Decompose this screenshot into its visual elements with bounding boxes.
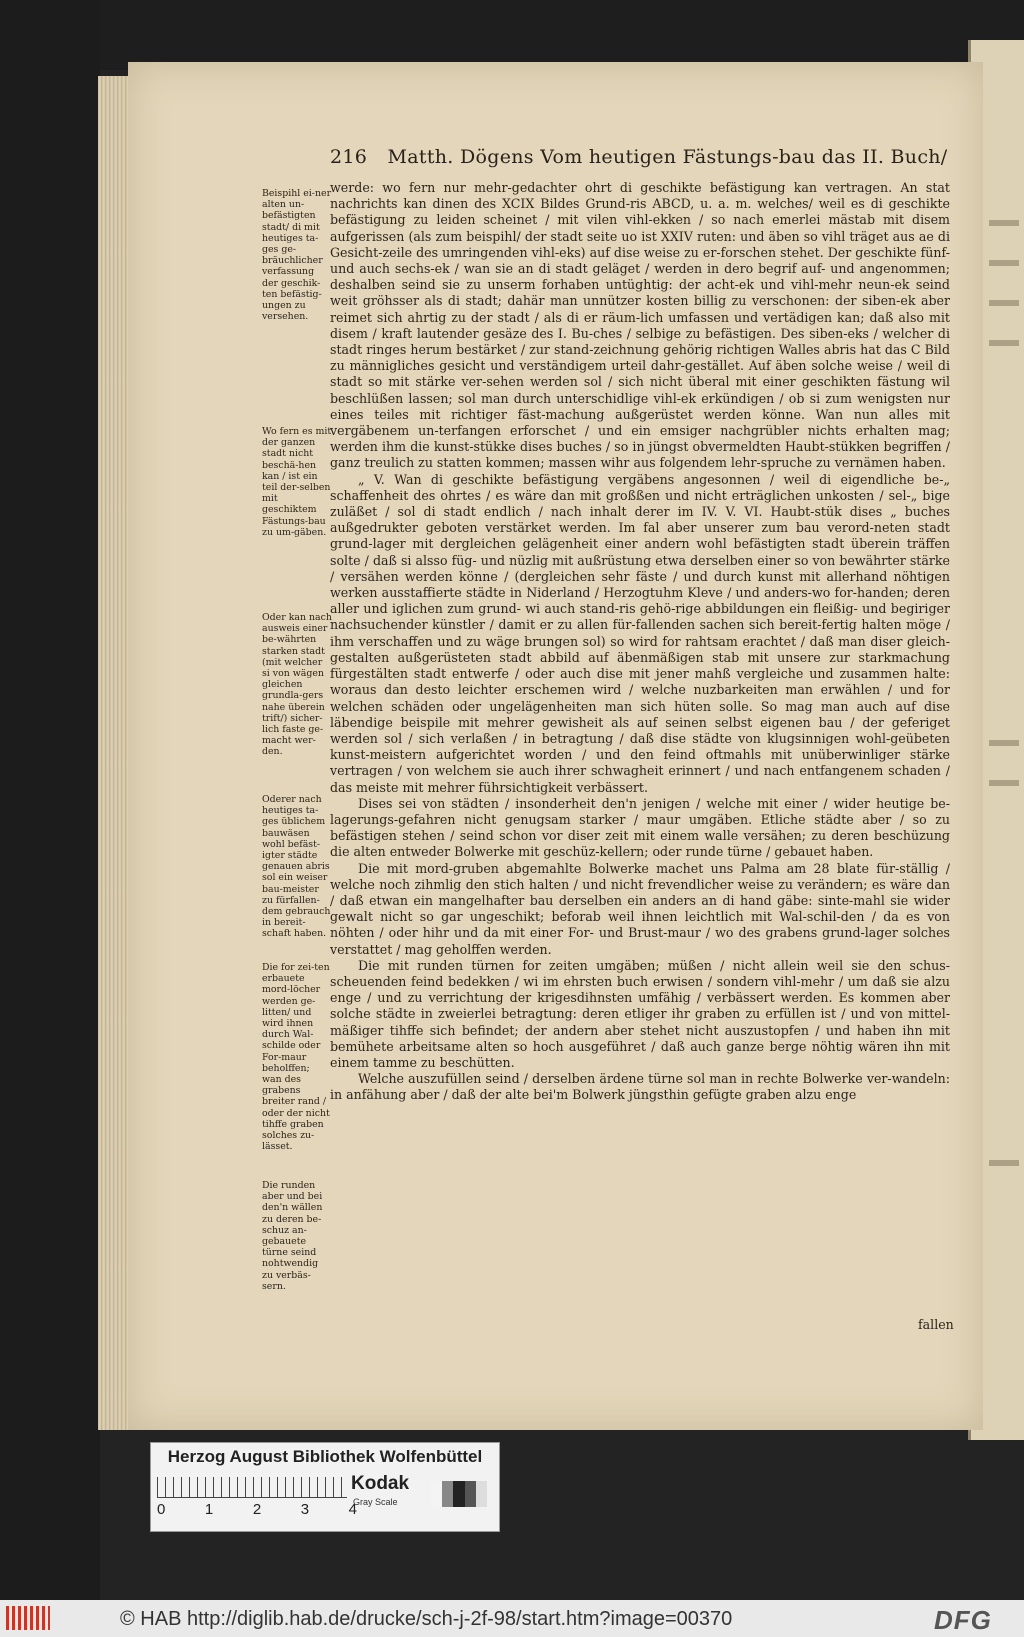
bleed-through-mark [989, 740, 1019, 746]
scale-number: 1 [204, 1501, 214, 1518]
paragraph: werde: wo fern nur mehr-gedachter ohrt di geschikte befästigung kan vertragen. An stat nachrichts kan dinen des XCIX Bildes Grund-ris ABCD, u. a. m. welches/ weil es di geschikte befästigung zu leiden scheinet / mit vilen vihl-ekken / so nach emerlei mästab mit disem aufgerissen (als zum beispihl/ der stadt seite uo ist XXIV ruten: und äben so vihl träget aus ae di Gesicht-zeile des umringenden vihl-eks) auf dise weise zu er-forschen stehet. Der geschikte fünf- und auch sechs-ek / wan sie an di stadt geläget / werden in dero begrif auf- und angenommen; deshalben seind sie zu unserm forhaben untüghtig: der acht-ek und vihl-mehr neun-ek seind weit gröhsser als di stadt; dahär man unnützer kosten billig zu verschonen: der siben-ek aber reimet sich ahrtig zu der stadt / als di er räum-lich umfassen und vertädigen kan; daß also mit disem / kraft lautender gesäze des I. Bu-ches / selbige zu befästigen. Des siben-eks / welcher di stadt ringes herum bestärket / zur stand-zeichnung gehörig richtigen Walles abris hat das C Bild zu männigliches gesicht und verständigem urteil dahr-gestället. Auf äben solche weise / weil di stadt so mit stärke ver-sehen werden sol / sich nicht überal mit einer geschikten fästung wil beschlüßen lassen; sol man durch unterschidlige vihl-ek erkündigen / ob si zum wenigsten nur eines teiles mit richtiger fäst-machung außgerüstet werden könne. Wan nun alles mit vergäbenem un-terfangen erforschet / und ein emsiger nachgrübler nichts erhalten mag; werden ihm die kunst-stükke dises buches / so in jüngst obvermeldten Haubt-stükken begriffen / ganz treulich zu statten kommen; massen wihr aus folgendem lehr-spruche zu vernämen haben. [330, 180, 950, 471]
bleed-through-mark [989, 260, 1019, 266]
bleed-through-mark [989, 340, 1019, 346]
scale-number: 2 [252, 1501, 262, 1518]
scale-number: 0 [157, 1501, 166, 1518]
paragraph: Welche auszufüllen seind / derselben ärdene türne sol man in rechte Bolwerke ver-wandeln: in anfähung aber / daß der alte bei'm Bolwerk jüngsthin gefügte graben alzu enge [330, 1071, 950, 1103]
scale-numbers [157, 1501, 357, 1518]
scale-number: 3 [300, 1501, 310, 1518]
page-edge-stack [98, 76, 130, 1430]
gray-scale-label: Gray Scale [353, 1497, 398, 1507]
scan-color-target [150, 1442, 500, 1532]
scan-backdrop-left [0, 0, 100, 1600]
bleed-through-mark [989, 220, 1019, 226]
marginal-note: Beispihl ei-ner alten un-befästigten stadt/ di mit heutiges ta-ges ge-bräuchlicher verfassung der geschik-ten befästig-ungen zu versehen. [262, 188, 332, 323]
marginal-note: Die runden aber und bei den'n wällen zu deren be-schuz an-gebauete türne seind nohtwendig zu verbäs-sern. [262, 1180, 323, 1292]
bleed-through-mark [989, 300, 1019, 306]
running-header [330, 146, 950, 176]
marginal-note: Oder kan nach ausweis einer be-währten starken stadt (mit welcher si von wägen gleichen grundla-gers nahe überein trift/) sicher-lich faste ge-macht wer-den. [262, 612, 332, 758]
paragraph: Die mit mord-gruben abgemahlte Bolwerke machet uns Palma am 28 blate für-ställig / welche noch zihmlig den stich halten / und nicht frevendlicher weise zu verändern; es wäre dan / daß etwan ein mangelhafter bau derselben ein anders an di hand gäbe: sinte-mahl sie wider gewalt nicht so gar ungeschikt; beforab weil ihnen leichtlich mit Wal-schil-den / da es von nöhten / oder hihr und da mit einer For- und Brust-maur / wo des grabens grund-lager solches verstattet / mag geholffen werden. [330, 860, 950, 957]
institution-name: Herzog August Bibliothek Wolfenbüttel [167, 1447, 483, 1466]
bleed-through-mark [989, 1160, 1019, 1166]
marginal-note: Die for zei-ten erbauete mord-löcher werden ge-litten/ und wird ihnen durch Wal-schilde oder For-maur beholffen; wan des grabens breiter rand / oder der nicht tihffe graben solches zu-lässet. [262, 962, 330, 1153]
gray-scale-chips [431, 1481, 487, 1507]
scale-number: 4 [348, 1501, 357, 1518]
scale-ruler [157, 1477, 347, 1498]
hab-logo-icon [6, 1606, 50, 1630]
paragraph: Die mit runden türnen for zeiten umgäben; müßen / nicht allein weil sie den schus-scheuenden feind bedekken / wi im ehrsten buch erwisen / sondern vihl-mehr / um daß sie alzu enge / und zu verrichtung der krigesdihnsten umfähig / verbässert werden. Es kommen aber solche städte in zweierlei betragtung: deren etliger ihr graben zu erfüllen ist / und von mittel-mäßiger tihffe sich befindet; der andern aber stehet nicht auszustopfen / und haben ihn mit bemühete arbeitsame alten so hoch ausgeführet / daß auch ganze berge nöhtig wären ihn mit einem tamme zu beschütten. [330, 957, 950, 1070]
bleed-through-mark [989, 780, 1019, 786]
page-number: 216 [330, 146, 368, 168]
marginal-note: Wo fern es mit der ganzen stadt nicht beschä-hen kan / ist ein teil der-selben mit geschiktem Fästungs-bau zu um-gäben. [262, 426, 332, 538]
scan-backdrop-top [0, 0, 1024, 70]
kodak-logo: Kodak [351, 1473, 410, 1494]
source-link[interactable]: © HAB http://diglib.hab.de/drucke/sch-j-2f-98/start.htm?image=00370 [120, 1608, 733, 1630]
viewer-footer [0, 1600, 1024, 1637]
dfg-logo: DFG [934, 1605, 992, 1635]
main-text-column [330, 180, 950, 1310]
running-title: Matth. Dögens Vom heutigen Fästungs-bau das II. Buch/ [387, 146, 948, 168]
catchword: fallen [918, 1317, 954, 1332]
marginal-note: Oderer nach heutiges ta-ges üblichem bauwäsen wohl befäst-igter städte genauen abris sol ein weiser bau-meister zu fürfallen-dem gebrauch in bereit-schaft haben. [262, 794, 331, 940]
paragraph: Dises sei von städten / insonderheit den'n jenigen / welche mit einer / wider heutige be-lagerungs-gefahren nicht genugsam starker / maur umgäben. Etliche städte aber / so zu befästigen stehen / seind schon vor diser zeit mit einem walle versähen; zu deren beschüzung die alten entweder Bolwerke mit geschüz-kellern; oder runde türne / gebauet haben. [330, 795, 950, 860]
paragraph: „ V. Wan di geschikte befästigung vergäbens angesonnen / weil di eigendliche be-„ schaffenheit des ohrtes / es wäre dan mit großßen und nicht erträglichen unkosten / sel-„ bige zuläßet / sol di stadt endlich / nach inhalt derer im IV. V. VI. Haubt-stük dises „ buches außgedrukter geboten verstärket werden. Im fal aber unserer zum bau verord-neten stadt grund-lager mit dergleichen gelägenheit einer andern wohl befästigten stadt überein träffen solte / daß si alsso füg- und nüzlig mit außrüstung etwa derselben einer so von bewährter stärke / versähen werden könne / (dergleichen sehr fäste / und durch kunst mit allerhand nöhtigen werken ausstaffierte städte in Niderland / Herzogtuhm Kleve / und anders-wo for-handen; deren aller und iglichen zum grund- wi auch stand-ris gehö-rige abbildungen ein fleißig- und begiriger nachsuchender künstler / damit er zu allen für-fallenden sachen sich bereit-fertig halten möge / ihm verschaffen und zu wäge brungen sol) so wird for rahtsam erachtet / daß man diser gleich-gestalten außgerüsteten stadt abbild auf äbenmäßigen stab mit unsere zur starkmachung fürgestälten stadt entwerfe / oder auch dise mit jener mahß vergleiche und zusammen halte: woraus dan desto leichter erschemen wird / welche nuzbarkeiten man erwählen / und for welchen schäden oder ungelägenheiten man sich hüten solle. So mag man auch auf dise läbendige beispile mit mehrer gewisheit als auf seinen selbst eigenen bau / der geferiget werden sol / sich verlaßen / in betragtung / daß dise städte von klugsinnigen wohl-geübeten kunst-meistern aufgerichtet worden / und den feind oftmahls mit unüberwinliger stärke vertragen / von welchem sie auch ihrer schwagheit erinnert / und nach entfangenem schaden / das meiste mit mehrer führsichtigkeit verbässert. [330, 471, 950, 795]
